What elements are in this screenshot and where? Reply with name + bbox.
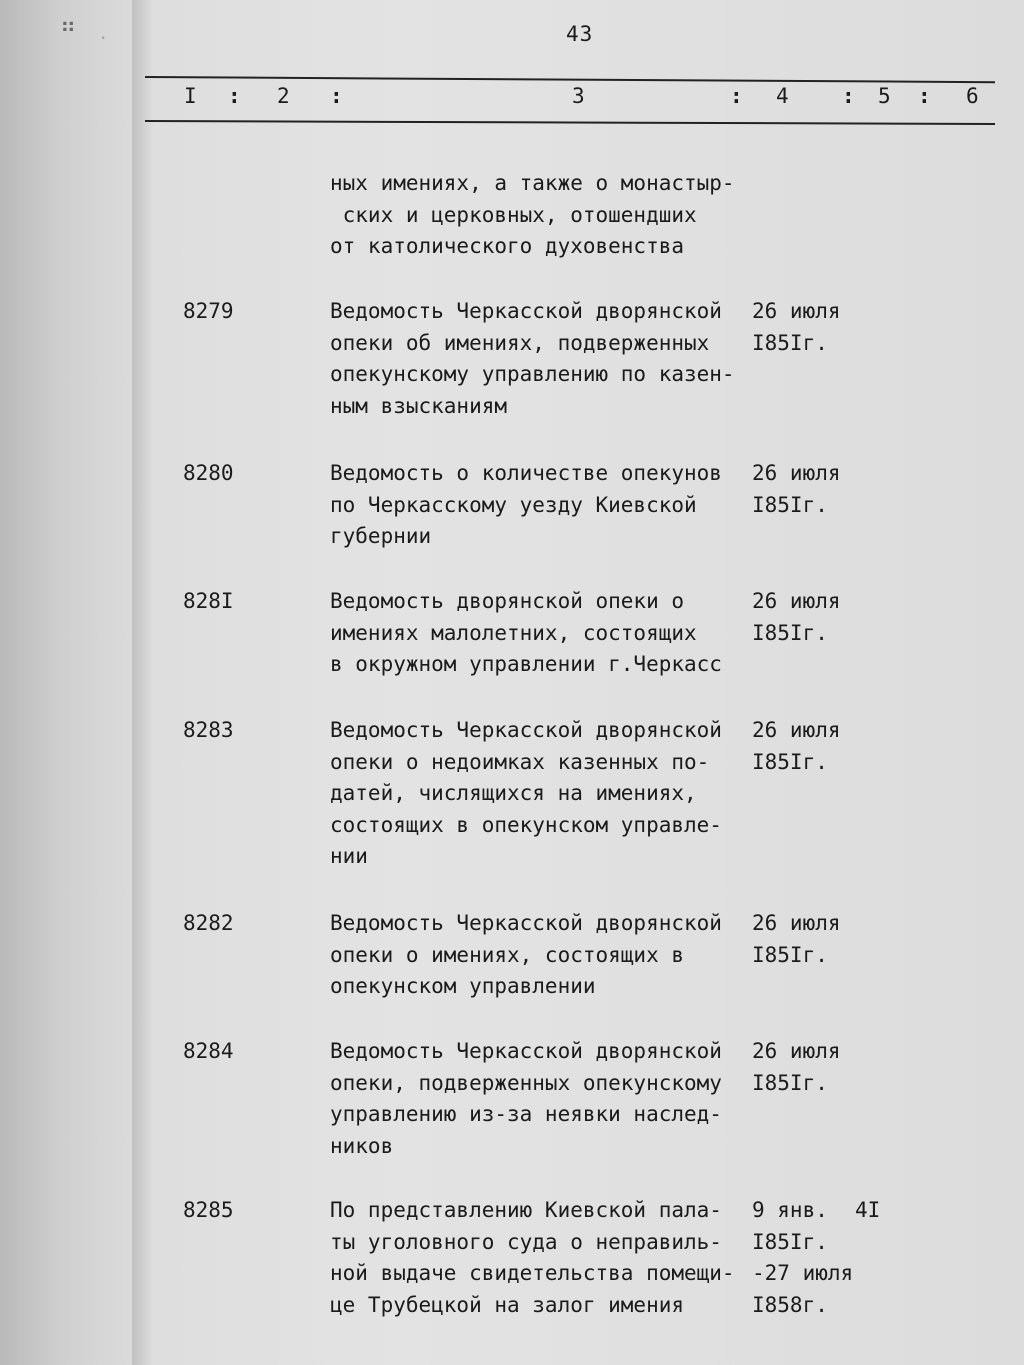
column-separator: : (228, 84, 241, 108)
record-date: 26 июля I85Iг. (752, 1039, 841, 1095)
column-header-3: 3 (572, 84, 585, 108)
record-number: 8279 (183, 299, 234, 323)
column-header-5: 5 (878, 84, 891, 108)
record-date: 26 июля I85Iг. (752, 911, 841, 967)
table-top-rule (145, 76, 995, 83)
page-number: 43 (566, 22, 594, 46)
record-date: 9 янв. I85Iг. -27 июля I858г. (752, 1198, 854, 1317)
record-description: Ведомость о количестве опекунов по Черкасскому уезду Киевской губернии (330, 461, 722, 548)
record-description: ных имениях, а также о монастыр- ских и церковных, отошендших от католического духовенства (330, 171, 735, 258)
record-number: 8284 (183, 1039, 234, 1063)
table-header-rule (145, 120, 995, 125)
column-separator: : (918, 84, 931, 108)
column-separator: : (730, 84, 743, 108)
record-number: 8282 (183, 911, 234, 935)
record-description: Ведомость дворянской опеки о имениях малолетних, состоящих в окружном управлении г.Черкасс (330, 589, 722, 676)
record-date: 26 июля I85Iг. (752, 299, 841, 355)
column-header-1: I (184, 84, 197, 108)
record-date: 26 июля I85Iг. (752, 461, 841, 517)
column-separator: : (330, 84, 343, 108)
column-header-2: 2 (277, 84, 290, 108)
record-description: Ведомость Черкасской дворянской опеки, подверженных опекунскому управлению из-за неявки наслед- ников (330, 1039, 722, 1158)
book-gutter-shadow (132, 0, 154, 1365)
record-number: 8283 (183, 718, 234, 742)
record-description: Ведомость Черкасской дворянской опеки об имениях, подверженных опекунскому управлению по казен- ным взысканиям (330, 299, 735, 418)
record-date: 26 июля I85Iг. (752, 589, 841, 645)
record-number: 8285 (183, 1198, 234, 1222)
column-separator: : (842, 84, 855, 108)
column-header-4: 4 (776, 84, 789, 108)
record-description: Ведомость Черкасской дворянской опеки о недоимках казенных по- датей, числящихся на имениях, состоящих в опекунском управле- нии (330, 718, 722, 868)
record-description: Ведомость Черкасской дворянской опеки о имениях, состоящих в опекунском управлении (330, 911, 722, 998)
record-date: 26 июля I85Iг. (752, 718, 841, 774)
record-sheets: 4I (855, 1198, 881, 1222)
column-header-6: 6 (966, 84, 979, 108)
corner-mark-faint: ‧ (100, 26, 107, 50)
corner-mark: ⠶ (60, 14, 77, 39)
record-number: 828I (183, 589, 234, 613)
record-description: По представлению Киевской пала- ты уголовного суда о неправиль- ной выдаче свидетельства помещи- це Трубецкой на залог имения (330, 1198, 735, 1317)
record-number: 8280 (183, 461, 234, 485)
